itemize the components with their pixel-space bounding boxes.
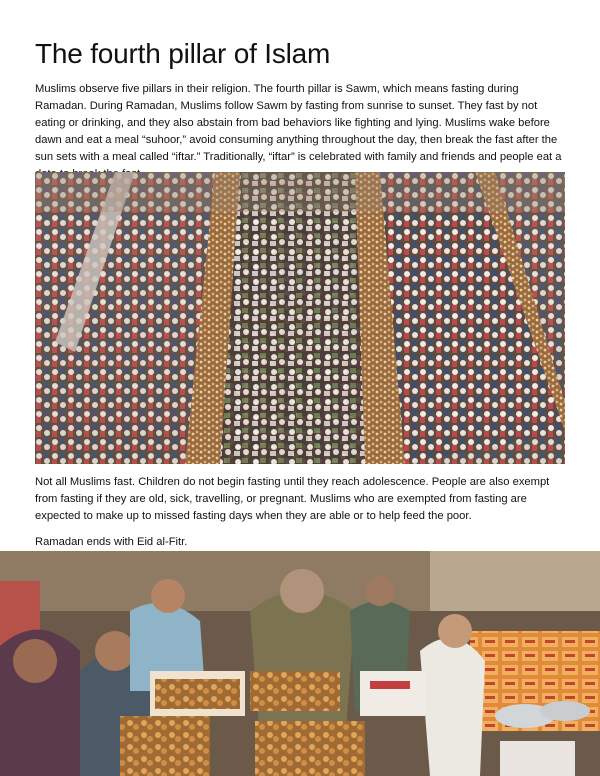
- iftar-crowd-illustration: [35, 172, 565, 464]
- iftar-crowd-photo: [35, 172, 565, 464]
- exemptions-paragraph: Not all Muslims fast. Children do not begin fasting until they reach adolescence. People are also exempt from fasting if they are old, sick, travelling, or pregnant. Muslims who are exempted from fasting are expected to make up to missed fasting days when they are able or to help feed the poor.: [35, 476, 550, 522]
- page-title: The fourth pillar of Islam: [35, 38, 331, 69]
- market-sweets-illustration: [0, 551, 600, 776]
- intro-paragraph: Muslims observe five pillars in their religion. The fourth pillar is Sawm, which means fasting during Ramadan. During Ramadan, Muslims follow Sawm by fasting from sunrise to sunset. They fast by not eating or drinking, and they also abstain from bad behaviors like fighting and lying. Muslims wake before dawn and eat a meal “suhoor,” avoid consuming anything throughout the day, then break the fast after the sun sets with a meal called “iftar.” Traditionally, “iftar” is celebrated with family and friends and people eat a: [35, 83, 562, 163]
- market-sweets-photo: [0, 551, 600, 776]
- eid-paragraph: Ramadan ends with Eid al-Fitr.: [35, 536, 188, 548]
